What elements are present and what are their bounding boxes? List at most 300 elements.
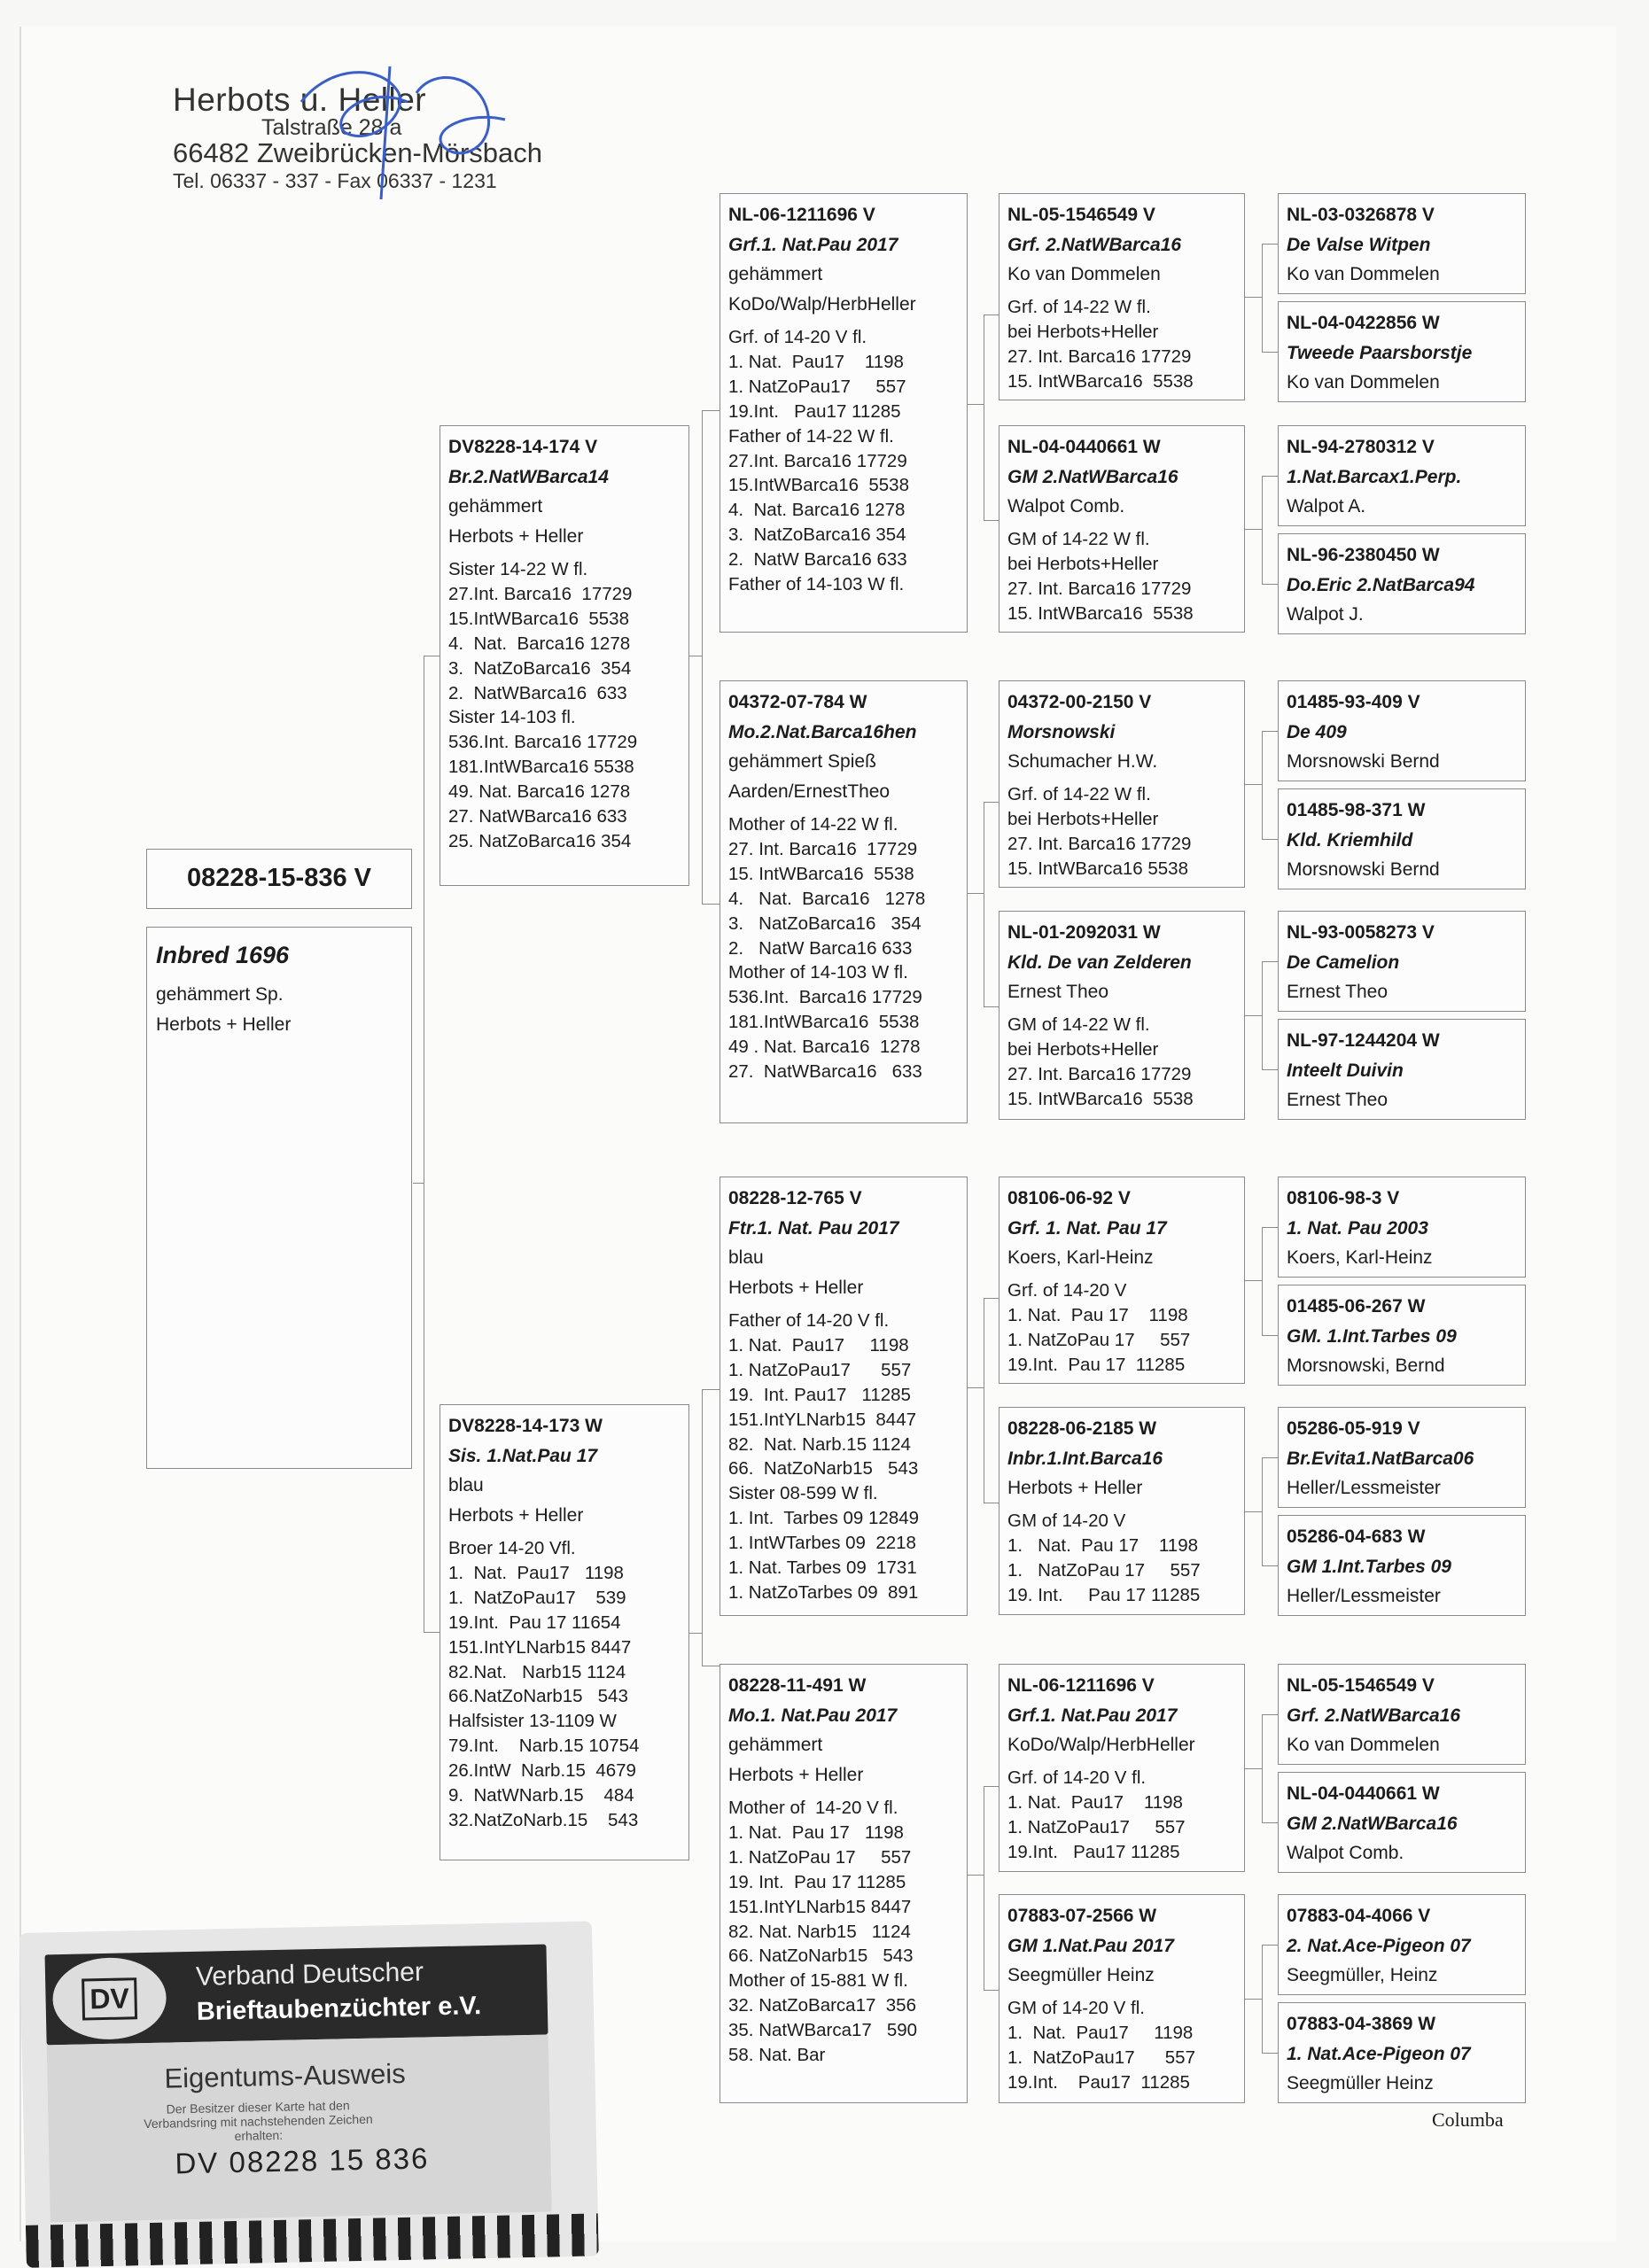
performance-list xyxy=(1007,1766,1237,1865)
connector xyxy=(702,410,719,411)
performance-line: Sister 08-599 W fl. xyxy=(728,1483,878,1504)
connector xyxy=(1262,961,1263,1069)
grandparent-box xyxy=(719,193,968,633)
card-pattern-strip xyxy=(26,2213,599,2268)
ring-number: 08228-11-491 W xyxy=(728,1675,867,1696)
pigeon-info-line: KoDo/Walp/HerbHeller xyxy=(1007,1735,1195,1756)
ring-number: NL-94-2780312 V xyxy=(1287,437,1435,457)
pigeon-info-line: Koers, Karl-Heinz xyxy=(1007,1247,1154,1269)
pigeon-title: Kld. Kriemhild xyxy=(1287,829,1413,850)
performance-line: 27. Int. Barca16 17729 xyxy=(1007,346,1192,367)
performance-line: 1. NatZoPau 17 557 xyxy=(1007,1329,1191,1350)
performance-line: 19.Int. Pau17 11285 xyxy=(1007,1841,1180,1862)
performance-line: 19.Int. Pau17 11285 xyxy=(1007,2071,1190,2093)
card-header xyxy=(45,1945,548,2046)
performance-list xyxy=(728,1309,960,1605)
performance-line: 49 . Nat. Barca16 1278 xyxy=(728,1037,921,1058)
performance-line: 1. Nat. Pau17 1198 xyxy=(1007,1792,1183,1814)
performance-line: 1. NatZoPau17 539 xyxy=(448,1587,626,1608)
pigeon-title: 1. Nat.Ace-Pigeon 07 xyxy=(1287,2043,1471,2064)
connector xyxy=(968,404,984,405)
connector xyxy=(968,1387,984,1388)
connector xyxy=(413,1183,424,1184)
performance-line: 15. IntWBarca16 5538 xyxy=(1007,602,1194,624)
ring-number: NL-04-0440661 W xyxy=(1007,437,1161,457)
performance-line: 15. IntWBarca16 5538 xyxy=(1007,858,1188,879)
pigeon-info-line: gehämmert xyxy=(728,1735,823,1756)
connector xyxy=(1262,1069,1278,1070)
subject-line: gehämmert Sp. xyxy=(156,984,284,1006)
performance-line: 19.Int. Pau17 11285 xyxy=(728,400,901,422)
performance-line: 27. NatWBarca16 633 xyxy=(728,1060,922,1082)
performance-line: Broer 14-20 Vfl. xyxy=(448,1538,576,1559)
pigeon-owner: Koers, Karl-Heinz xyxy=(1287,1247,1433,1269)
connector xyxy=(1262,1227,1278,1228)
pigeon-info-line: gehämmert xyxy=(448,496,543,517)
performance-line: 49. Nat. Barca16 1278 xyxy=(448,781,631,803)
performance-line: 1. NatZoPau17 557 xyxy=(1007,1816,1186,1837)
gen4-box xyxy=(1278,2002,1526,2103)
pigeon-title: GM 1.Nat.Pau 2017 xyxy=(1007,1935,1174,1956)
performance-line: 82. Nat. Narb15 1124 xyxy=(728,1921,911,1942)
connector xyxy=(702,904,719,905)
performance-line: 4. Nat. Barca16 1278 xyxy=(728,888,926,909)
pigeon-owner: Seegmüller, Heinz xyxy=(1287,1965,1438,1986)
gen4-box xyxy=(1278,1285,1526,1386)
pigeon-owner: Ko van Dommelen xyxy=(1287,264,1440,285)
performance-line: 27.Int. Barca16 17729 xyxy=(728,450,907,471)
performance-list xyxy=(728,325,960,597)
ring-number: 04372-00-2150 V xyxy=(1007,692,1152,712)
pigeon-owner: Seegmüller Heinz xyxy=(1287,2073,1434,2094)
connector xyxy=(1262,1335,1278,1336)
pigeon-title: GM. 1.Int.Tarbes 09 xyxy=(1287,1325,1457,1347)
pigeon-title: GM 2.NatWBarca16 xyxy=(1287,1813,1458,1834)
ring-number: 05286-04-683 W xyxy=(1287,1526,1426,1547)
pigeon-owner: Ernest Theo xyxy=(1287,1090,1388,1111)
connector xyxy=(984,802,999,803)
performance-line: 536.Int. Barca16 17729 xyxy=(728,987,922,1008)
pigeon-info-line: Ernest Theo xyxy=(1007,982,1109,1003)
great-grandparent-box xyxy=(999,1407,1245,1615)
performance-line: 82.Nat. Narb15 1124 xyxy=(448,1661,626,1682)
connector xyxy=(1262,244,1263,352)
subject-details-box xyxy=(146,927,412,1469)
great-grandparent-box xyxy=(999,1894,1245,2103)
great-grandparent-box xyxy=(999,425,1245,633)
performance-line: Grf. of 14-20 V fl. xyxy=(728,327,867,348)
ring-number: DV8228-14-173 W xyxy=(448,1416,603,1436)
pigeon-title: Grf.1. Nat.Pau 2017 xyxy=(1007,1705,1178,1726)
performance-line: 27. Int. Barca16 17729 xyxy=(728,839,918,860)
ring-number: NL-97-1244204 W xyxy=(1287,1030,1440,1051)
grandparent-box xyxy=(719,1664,968,2103)
performance-line: 1. Nat. Pau17 1198 xyxy=(1007,2023,1194,2044)
gen4-box xyxy=(1278,193,1526,294)
performance-line: 1. Nat. Pau 17 1198 xyxy=(1007,1535,1199,1557)
pigeon-title: Br.2.NatWBarca14 xyxy=(448,466,609,487)
connector xyxy=(1262,961,1278,962)
performance-line: 1. Int. Tarbes 09 12849 xyxy=(728,1508,920,1529)
ring-number: 07883-07-2566 W xyxy=(1007,1906,1157,1926)
performance-line: 2. NatWBarca16 633 xyxy=(448,682,627,703)
pigeon-title: Grf. 2.NatWBarca16 xyxy=(1287,1705,1461,1726)
pigeon-info-line: Herbots + Heller xyxy=(728,1765,864,1786)
parent-box xyxy=(439,425,689,886)
pigeon-title: Inbr.1.Int.Barca16 xyxy=(1007,1448,1163,1469)
pigeon-owner: Morsnowski, Bernd xyxy=(1287,1355,1445,1377)
performance-line: 19. Int. Pau 17 11285 xyxy=(1007,1584,1201,1605)
pigeon-info-line: gehämmert Spieß xyxy=(728,751,876,773)
performance-line: 181.IntWBarca16 5538 xyxy=(448,757,634,778)
performance-line: 66. NatZoNarb15 543 xyxy=(728,1458,919,1480)
performance-line: 1. NatZoPau17 557 xyxy=(728,1359,912,1380)
connector xyxy=(1262,1227,1263,1335)
pigeon-info-line: Schumacher H.W. xyxy=(1007,751,1158,773)
performance-line: 1. Nat. Pau17 1198 xyxy=(728,1335,909,1356)
performance-line: 1. IntWTarbes 09 2218 xyxy=(728,1533,916,1554)
pigeon-info-line: Seegmüller Heinz xyxy=(1007,1965,1155,1986)
connector xyxy=(984,1006,999,1007)
connector xyxy=(1262,584,1278,585)
subject-title: Inbred 1696 xyxy=(156,942,290,968)
performance-line: Grf. of 14-20 V fl. xyxy=(1007,1767,1147,1789)
connector xyxy=(1262,2053,1278,2054)
connector xyxy=(1245,1015,1262,1016)
pigeon-info-line: Herbots + Heller xyxy=(448,526,584,548)
performance-line: 151.IntYLNarb15 8447 xyxy=(728,1409,916,1430)
pigeon-title: GM 2.NatWBarca16 xyxy=(1007,466,1178,487)
ring-number: NL-05-1546549 V xyxy=(1007,205,1155,225)
pigeon-title: Kld. De van Zelderen xyxy=(1007,951,1192,973)
performance-line: bei Herbots+Heller xyxy=(1007,322,1159,343)
columba-footer: Columba xyxy=(1432,2109,1504,2131)
ring-number: 08228-12-765 V xyxy=(728,1188,862,1208)
performance-line: 4. Nat. Barca16 1278 xyxy=(728,500,906,521)
connector xyxy=(1262,1457,1278,1458)
performance-line: 15.IntWBarca16 5538 xyxy=(448,608,629,629)
pigeon-info-line: blau xyxy=(448,1475,484,1496)
ring-number: NL-04-0422856 W xyxy=(1287,313,1440,333)
performance-line: 66.NatZoNarb15 543 xyxy=(448,1686,628,1707)
breeder-city: 66482 Zweibrücken-Mörsbach xyxy=(173,137,542,168)
pigeon-owner: Ko van Dommelen xyxy=(1287,372,1440,393)
connector xyxy=(702,410,703,904)
subject-ring-box xyxy=(146,849,412,909)
association-logo-icon: DV xyxy=(52,1957,167,2041)
ring-number: 07883-04-3869 W xyxy=(1287,2014,1436,2034)
ring-number: NL-06-1211696 V xyxy=(1007,1675,1155,1696)
performance-line: Father of 14-22 W fl. xyxy=(728,425,894,447)
pigeon-owner: Morsnowski Bernd xyxy=(1287,751,1440,773)
pigeon-info-line: Herbots + Heller xyxy=(1007,1478,1143,1499)
performance-line: 1. Nat. Pau17 1198 xyxy=(728,352,904,373)
subject-line: Herbots + Heller xyxy=(156,1014,292,1036)
performance-line: 27. NatWBarca16 633 xyxy=(448,805,627,827)
connector xyxy=(1245,1768,1262,1769)
connector xyxy=(1262,476,1263,584)
ring-number: DV8228-14-174 V xyxy=(448,437,598,457)
performance-line: 4. Nat. Barca16 1278 xyxy=(448,633,631,654)
connector xyxy=(1245,1999,1262,2000)
performance-line: 151.IntYLNarb15 8447 xyxy=(728,1896,912,1917)
performance-line: Father of 14-20 V fl. xyxy=(728,1310,890,1332)
performance-line: 35. NatWBarca17 590 xyxy=(728,2020,918,2041)
connector xyxy=(1262,1945,1263,2053)
ring-number: NL-05-1546549 V xyxy=(1287,1675,1435,1696)
performance-line: bei Herbots+Heller xyxy=(1007,554,1159,575)
performance-line: 3. NatZoBarca16 354 xyxy=(728,913,922,934)
ring-number: 01485-98-371 W xyxy=(1287,800,1426,820)
pigeon-title: GM 1.Int.Tarbes 09 xyxy=(1287,1556,1451,1577)
pigeon-title: Grf. 2.NatWBarca16 xyxy=(1007,234,1182,255)
ring-number: 07883-04-4066 V xyxy=(1287,1906,1431,1926)
handwritten-signature xyxy=(266,49,549,208)
pigeon-title: De Valse Witpen xyxy=(1287,234,1431,255)
card-note: Der Besitzer dieser Karte hat den Verbandsring mit nachstehenden Zeichen erhalten: xyxy=(144,2098,373,2143)
gen4-box xyxy=(1278,1772,1526,1873)
performance-line: 19. Int. Pau 17 11285 xyxy=(728,1871,906,1892)
card-ring-number: DV 08228 15 836 xyxy=(175,2141,430,2180)
performance-line: Mother of 15-881 W fl. xyxy=(728,1970,908,1992)
pigeon-info-line: Herbots + Heller xyxy=(448,1505,584,1526)
performance-line: bei Herbots+Heller xyxy=(1007,1039,1159,1060)
performance-line: 79.Int. Narb.15 10754 xyxy=(448,1736,640,1757)
performance-line: 19. Int. Pau17 11285 xyxy=(728,1384,911,1405)
ownership-card xyxy=(19,1921,599,2267)
performance-line: 27.Int. Barca16 17729 xyxy=(448,584,633,605)
pigeon-info-line: Ko van Dommelen xyxy=(1007,264,1161,285)
performance-line: 25. NatZoBarca16 354 xyxy=(448,830,632,851)
gen4-box xyxy=(1278,1177,1526,1278)
connector xyxy=(1245,1511,1262,1512)
gen4-box xyxy=(1278,1664,1526,1765)
ring-number: 01485-06-267 W xyxy=(1287,1296,1426,1317)
performance-line: Sister 14-103 fl. xyxy=(448,707,576,728)
performance-list xyxy=(728,812,960,1084)
performance-line: 151.IntYLNarb15 8447 xyxy=(448,1636,632,1658)
grandparent-box xyxy=(719,1177,968,1616)
performance-line: 15. IntWBarca16 5538 xyxy=(728,863,914,884)
great-grandparent-box xyxy=(999,1664,1245,1872)
performance-line: GM of 14-20 V xyxy=(1007,1511,1126,1532)
pigeon-info-line: blau xyxy=(728,1247,764,1269)
ring-number: NL-03-0326878 V xyxy=(1287,205,1435,225)
performance-list xyxy=(1007,527,1237,626)
pigeon-title: 2. Nat.Ace-Pigeon 07 xyxy=(1287,1935,1471,1956)
ring-number: NL-04-0440661 W xyxy=(1287,1783,1440,1804)
subject-ring: 08228-15-836 V xyxy=(187,864,371,892)
pigeon-title: 1.Nat.Barcax1.Perp. xyxy=(1287,466,1462,487)
performance-line: Sister 14-22 W fl. xyxy=(448,559,588,580)
performance-line: Grf. of 14-22 W fl. xyxy=(1007,784,1151,805)
pigeon-owner: Ko van Dommelen xyxy=(1287,1735,1440,1756)
performance-list xyxy=(1007,1013,1237,1112)
performance-list xyxy=(1007,782,1237,882)
connector xyxy=(984,520,999,521)
ring-number: 01485-93-409 V xyxy=(1287,692,1420,712)
pigeon-title: De Camelion xyxy=(1287,951,1400,973)
performance-line: 1. Nat. Pau17 1198 xyxy=(448,1563,624,1584)
pigeon-owner: Walpot J. xyxy=(1287,604,1364,625)
pigeon-title: Inteelt Duivin xyxy=(1287,1060,1404,1081)
pigeon-title: Sis. 1.Nat.Pau 17 xyxy=(448,1445,598,1466)
connector xyxy=(968,893,984,894)
connector xyxy=(1262,352,1278,353)
performance-list xyxy=(1007,1996,1237,2095)
ring-number: 08106-06-92 V xyxy=(1007,1188,1131,1208)
gen4-box xyxy=(1278,1407,1526,1508)
pigeon-title: Br.Evita1.NatBarca06 xyxy=(1287,1448,1474,1469)
gen4-box xyxy=(1278,788,1526,889)
card-heading: Eigentums-Ausweis xyxy=(164,2057,406,2094)
pigeon-info-line: Aarden/ErnestTheo xyxy=(728,781,891,803)
performance-list xyxy=(1007,1278,1237,1378)
performance-line: GM of 14-22 W fl. xyxy=(1007,1014,1150,1036)
pigeon-owner: Heller/Lessmeister xyxy=(1287,1586,1441,1607)
connector xyxy=(1262,1822,1278,1823)
performance-line: 26.IntW Narb.15 4679 xyxy=(448,1760,636,1782)
gen4-box xyxy=(1278,425,1526,526)
pigeon-title: Ftr.1. Nat. Pau 2017 xyxy=(728,1217,899,1239)
pigeon-info-line: KoDo/Walp/HerbHeller xyxy=(728,294,916,315)
gen4-box xyxy=(1278,1515,1526,1616)
card-org-line1: Verband Deutscher xyxy=(195,1957,424,1992)
performance-line: Grf. of 14-22 W fl. xyxy=(1007,297,1151,318)
gen4-box xyxy=(1278,1894,1526,1995)
performance-line: 19.Int. Pau 17 11654 xyxy=(448,1612,621,1633)
ring-number: 05286-05-919 V xyxy=(1287,1418,1420,1439)
pigeon-title: De 409 xyxy=(1287,721,1347,742)
performance-line: 15. IntWBarca16 5538 xyxy=(1007,370,1194,392)
performance-list xyxy=(448,1536,681,1833)
performance-line: 32.NatZoNarb.15 543 xyxy=(448,1809,639,1830)
pigeon-owner: Morsnowski Bernd xyxy=(1287,859,1440,881)
connector xyxy=(424,1632,439,1633)
connector xyxy=(1262,839,1278,840)
pigeon-title: Mo.1. Nat.Pau 2017 xyxy=(728,1705,898,1726)
ring-number: 08228-06-2185 W xyxy=(1007,1418,1157,1439)
connector xyxy=(702,1389,719,1390)
performance-line: 1. NatZoPau17 557 xyxy=(1007,2047,1195,2068)
gen4-box xyxy=(1278,911,1526,1012)
parent-box xyxy=(439,1404,689,1860)
performance-line: bei Herbots+Heller xyxy=(1007,809,1159,830)
gen4-box xyxy=(1278,1019,1526,1120)
breeder-phone: Tel. 06337 - 337 - Fax 06337 - 1231 xyxy=(173,169,497,192)
pigeon-info-line: gehämmert xyxy=(728,264,823,285)
performance-line: 1. Nat. Pau 17 1198 xyxy=(1007,1305,1188,1326)
breeder-street: Talstraße 28 a xyxy=(261,115,402,140)
connector xyxy=(1262,244,1278,245)
performance-line: 27. Int. Barca16 17729 xyxy=(1007,578,1192,599)
connector xyxy=(1245,297,1262,298)
pigeon-owner: Heller/Lessmeister xyxy=(1287,1478,1441,1499)
pigeon-info-line: Herbots + Heller xyxy=(728,1278,864,1299)
connector xyxy=(1262,1565,1278,1566)
pigeon-title: Tweede Paarsborstje xyxy=(1287,342,1473,363)
connector xyxy=(1245,784,1262,785)
performance-list xyxy=(728,1796,960,2068)
great-grandparent-box xyxy=(999,911,1245,1120)
connector xyxy=(1262,1945,1278,1946)
great-grandparent-box xyxy=(999,680,1245,888)
pigeon-owner: Ernest Theo xyxy=(1287,982,1388,1003)
great-grandparent-box xyxy=(999,193,1245,400)
performance-line: 1. NatZoTarbes 09 891 xyxy=(728,1581,919,1603)
performance-line: Mother of 14-20 V fl. xyxy=(728,1798,898,1819)
connector xyxy=(984,1990,999,1991)
performance-line: 9. NatWNarb.15 484 xyxy=(448,1784,634,1806)
grandparent-box xyxy=(719,680,968,1123)
ring-number: 04372-07-784 W xyxy=(728,692,867,712)
performance-line: 1. NatZoPau 17 557 xyxy=(1007,1559,1201,1581)
ring-number: NL-96-2380450 W xyxy=(1287,545,1440,565)
performance-list xyxy=(1007,1509,1237,1608)
performance-line: Halfsister 13-1109 W xyxy=(448,1711,617,1732)
connector xyxy=(1262,1714,1263,1822)
ring-number: NL-06-1211696 V xyxy=(728,205,875,225)
connector xyxy=(1245,1280,1262,1281)
pigeon-info-line: Walpot Comb. xyxy=(1007,496,1125,517)
connector xyxy=(984,1298,999,1299)
performance-line: 1. NatZoPau 17 557 xyxy=(728,1846,912,1868)
connector xyxy=(702,1389,703,1666)
performance-line: 536.Int. Barca16 17729 xyxy=(448,732,638,753)
performance-line: 82. Nat. Narb.15 1124 xyxy=(728,1433,911,1455)
performance-line: 181.IntWBarca16 5538 xyxy=(728,1012,920,1033)
connector xyxy=(984,1786,999,1787)
pigeon-title: Grf. 1. Nat. Pau 17 xyxy=(1007,1217,1167,1239)
performance-line: 3. NatZoBarca16 354 xyxy=(448,657,632,679)
pigeon-title: Mo.2.Nat.Barca16hen xyxy=(728,721,917,742)
performance-line: Mother of 14-103 W fl. xyxy=(728,962,908,983)
ring-number: 08106-98-3 V xyxy=(1287,1188,1400,1208)
pigeon-owner: Walpot A. xyxy=(1287,496,1366,517)
performance-list xyxy=(1007,295,1237,394)
connector xyxy=(1262,1714,1278,1715)
pigeon-title: Grf.1. Nat.Pau 2017 xyxy=(728,234,898,255)
great-grandparent-box xyxy=(999,1177,1245,1384)
ring-number: NL-93-0058273 V xyxy=(1287,922,1435,943)
connector xyxy=(968,1875,984,1876)
connector xyxy=(1262,1457,1263,1565)
gen4-box xyxy=(1278,301,1526,402)
card-org-line2: Brieftaubenzüchter e.V. xyxy=(196,1992,482,2026)
pigeon-owner: Walpot Comb. xyxy=(1287,1843,1404,1864)
pigeon-title: 1. Nat. Pau 2003 xyxy=(1287,1217,1428,1239)
connector xyxy=(1262,731,1263,839)
connector xyxy=(689,1633,702,1634)
performance-line: GM of 14-20 V fl. xyxy=(1007,1998,1145,2019)
performance-line: 2. NatW Barca16 633 xyxy=(728,937,913,959)
performance-line: 15. IntWBarca16 5538 xyxy=(1007,1088,1194,1109)
performance-line: 15.IntWBarca16 5538 xyxy=(728,475,909,496)
performance-line: Father of 14-103 W fl. xyxy=(728,573,905,594)
performance-line: Grf. of 14-20 V xyxy=(1007,1280,1127,1301)
performance-line: 32. NatZoBarca17 356 xyxy=(728,1995,916,2016)
performance-line: 1. Nat. Tarbes 09 1731 xyxy=(728,1557,917,1578)
pigeon-title: Do.Eric 2.NatBarca94 xyxy=(1287,574,1475,595)
performance-line: 58. Nat. Bar xyxy=(728,2044,826,2065)
performance-line: 2. NatW Barca16 633 xyxy=(728,549,907,571)
gen4-box xyxy=(1278,533,1526,634)
performance-line: Mother of 14-22 W fl. xyxy=(728,814,898,835)
performance-list xyxy=(448,557,681,854)
breeder-name: Herbots u. Heller xyxy=(173,82,427,118)
performance-line: 1. NatZoPau17 557 xyxy=(728,376,906,397)
performance-line: 19.Int. Pau 17 11285 xyxy=(1007,1354,1186,1375)
